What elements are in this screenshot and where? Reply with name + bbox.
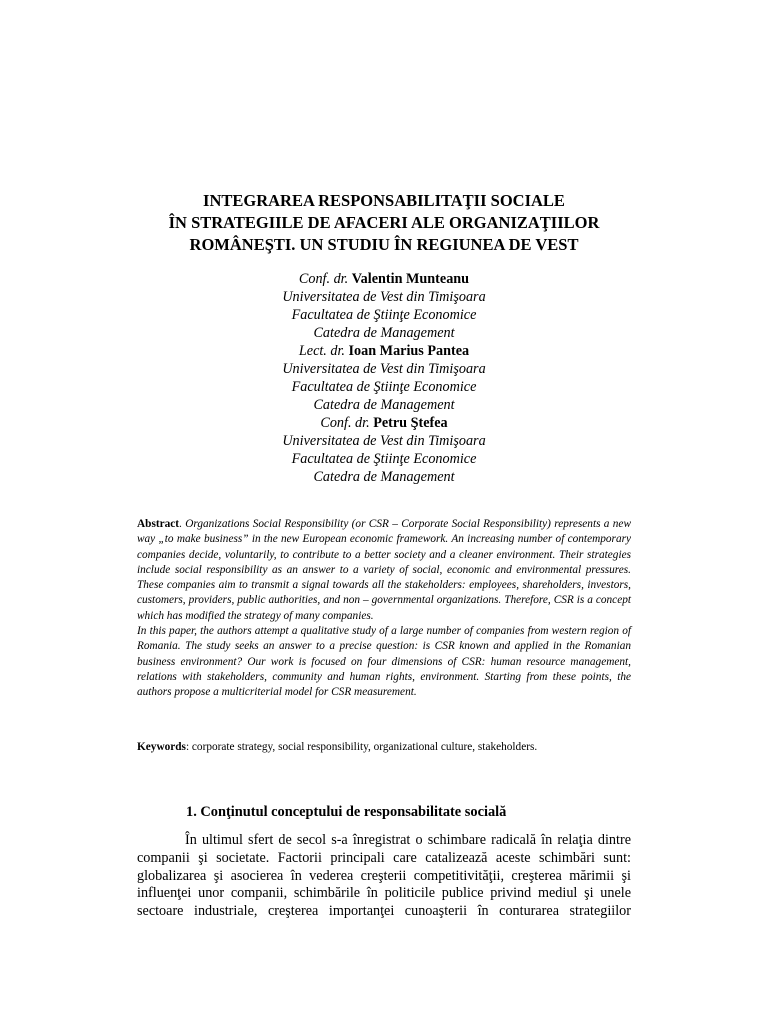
author-university: Universitatea de Vest din Timişoara bbox=[282, 361, 486, 377]
body-line: influenţei unor companii, schimbările în politicile publice privind mediul şi unele bbox=[137, 885, 631, 902]
keywords-label: Keywords bbox=[137, 741, 186, 753]
author-university: Universitatea de Vest din Timişoara bbox=[282, 433, 486, 449]
title-line: ROMÂNEŞTI. UN STUDIU ÎN REGIUNEA DE VEST bbox=[189, 235, 579, 254]
author-line bbox=[134, 270, 634, 288]
title-line: ÎN STRATEGIILE DE AFACERI ALE ORGANIZAŢIILOR bbox=[168, 213, 600, 232]
author-faculty: Facultatea de Ştiinţe Economice bbox=[291, 307, 477, 323]
author-rank: Lect. dr. bbox=[298, 343, 345, 359]
abstract-paragraph: Abstract. Organizations Social Responsibility (or CSR – Corporate Social Responsibility) represents a new way „to make business” in the new European economic framework. An increasing number of contemporary companies decide, voluntarily, to contribute to a better society and a cleaner environment. Their strategies include social responsibility as an answer to a variety of social, economic and environmental pressures. These companies aim to transmit a signal towards all the stakeholders: employees, shareholders, investors, customers, providers, public authorities, and non – governmental organizations. Therefore, CSR is a concept which has modified the strategy of many companies. bbox=[137, 518, 631, 622]
abstract bbox=[137, 517, 631, 701]
body-line: sectoare industriale, creşterea importanţei cunoaşterii în conturarea strategiilor bbox=[137, 903, 631, 920]
author-faculty: Facultatea de Ştiinţe Economice bbox=[291, 451, 477, 467]
body-line: globalizarea şi asocierea în vederea creşterii competitivităţii, creşterea mărimii şi bbox=[137, 867, 631, 884]
author-department: Catedra de Management bbox=[313, 397, 455, 413]
author-university: Universitatea de Vest din Timişoara bbox=[282, 289, 486, 305]
body-line: companii şi societate. Factorii principali care catalizează aceste schimbări sunt: bbox=[137, 849, 631, 866]
author-department: Catedra de Management bbox=[313, 469, 455, 485]
author-line bbox=[134, 414, 634, 432]
author-name: Petru Ştefea bbox=[373, 415, 448, 431]
author-block bbox=[134, 270, 634, 486]
abstract-label: Abstract bbox=[137, 518, 180, 530]
author-rank: Conf. dr. bbox=[298, 271, 349, 287]
section-heading: 1. Conţinutul conceptului de responsabilitate socială bbox=[186, 804, 507, 820]
author-rank: Conf. dr. bbox=[320, 415, 370, 431]
title-line: INTEGRAREA RESPONSABILITAŢII SOCIALE bbox=[203, 191, 565, 210]
abstract-text: Organizations Social Responsibility (or CSR – Corporate Social Responsibility) represents a new way „to make business” in the new European economic framework. An increasing number of contemporary companies decide, voluntarily, to contribute to a better society and a cleaner environment. Their strategies include social responsibility as an answer to a variety of social, economic and environmental pressures. These companies aim to transmit a signal towards all the stakeholders: employees, shareholders, investors, customers, providers, public authorities, and non – governmental organizations. Therefore, CSR is a concept which has modified the strategy of many companies. bbox=[137, 518, 631, 622]
abstract-paragraph: In this paper, the authors attempt a qualitative study of a large number of companies from western region of Romania. The study seeks an answer to a precise question: is CSR known and applied in the Romanian business environment? Our work is focused on four dimensions of CSR: human resource management, relations with stakeholders, community and human rights, environment. Starting from these points, the authors propose a multicriterial model for CSR measurement. bbox=[137, 625, 631, 699]
author-name: Valentin Munteanu bbox=[351, 271, 470, 287]
author-department: Catedra de Management bbox=[313, 325, 455, 341]
body-line: În ultimul sfert de secol s-a înregistrat o schimbare radicală în relaţia dintre bbox=[185, 832, 631, 848]
author-name: Ioan Marius Pantea bbox=[348, 343, 470, 359]
paper-title bbox=[100, 190, 668, 256]
keywords bbox=[137, 740, 631, 755]
body-paragraph bbox=[137, 832, 631, 921]
keywords-text: : corporate strategy, social responsibility, organizational culture, stakeholders. bbox=[185, 741, 538, 753]
author-line bbox=[134, 342, 634, 360]
author-faculty: Facultatea de Ştiinţe Economice bbox=[291, 379, 477, 395]
